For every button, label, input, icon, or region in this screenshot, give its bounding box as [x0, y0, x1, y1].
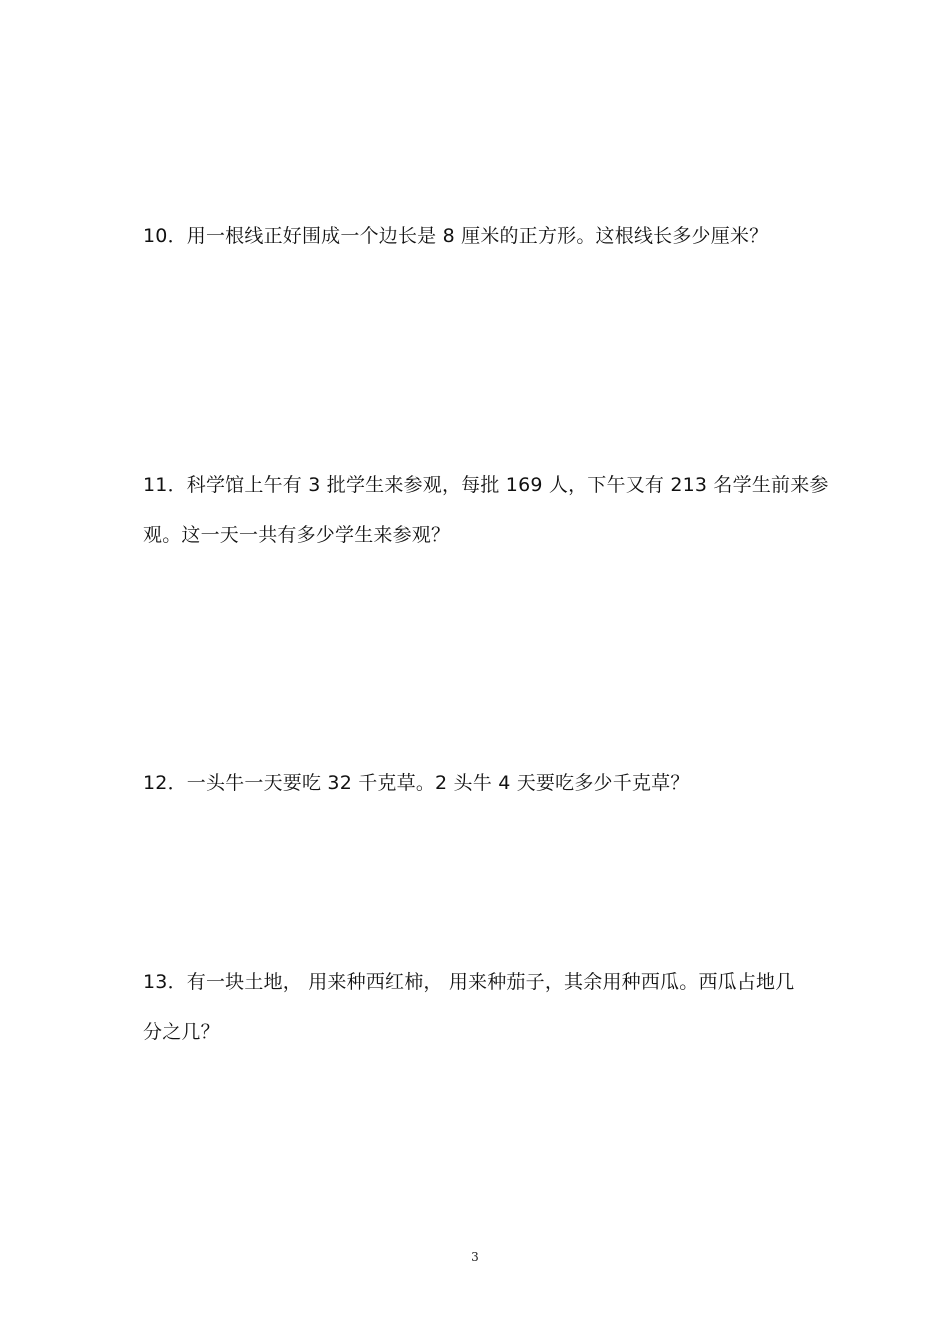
question-text-line: 分之几？ — [143, 1021, 220, 1043]
question-12 — [143, 758, 823, 808]
question-11 — [143, 460, 829, 560]
question-13 — [143, 957, 823, 1057]
question-text-line: 观。这一天一共有多少学生来参观？ — [143, 524, 451, 546]
question-text-line: 11．科学馆上午有 3 批学生来参观，每批 169 人，下午又有 213 名学生前来参 — [143, 474, 829, 496]
question-text-line: 13．有一块土地， 用来种西红柿， 用来种茄子，其余用种西瓜。西瓜占地几 — [143, 971, 795, 993]
question-10 — [143, 211, 823, 261]
question-text-line: 12．一头牛一天要吃 32 千克草。2 头牛 4 天要吃多少千克草？ — [143, 772, 690, 794]
page-number: 3 — [471, 1250, 479, 1264]
question-text-line: 10．用一根线正好围成一个边长是 8 厘米的正方形。这根线长多少厘米？ — [143, 225, 769, 247]
